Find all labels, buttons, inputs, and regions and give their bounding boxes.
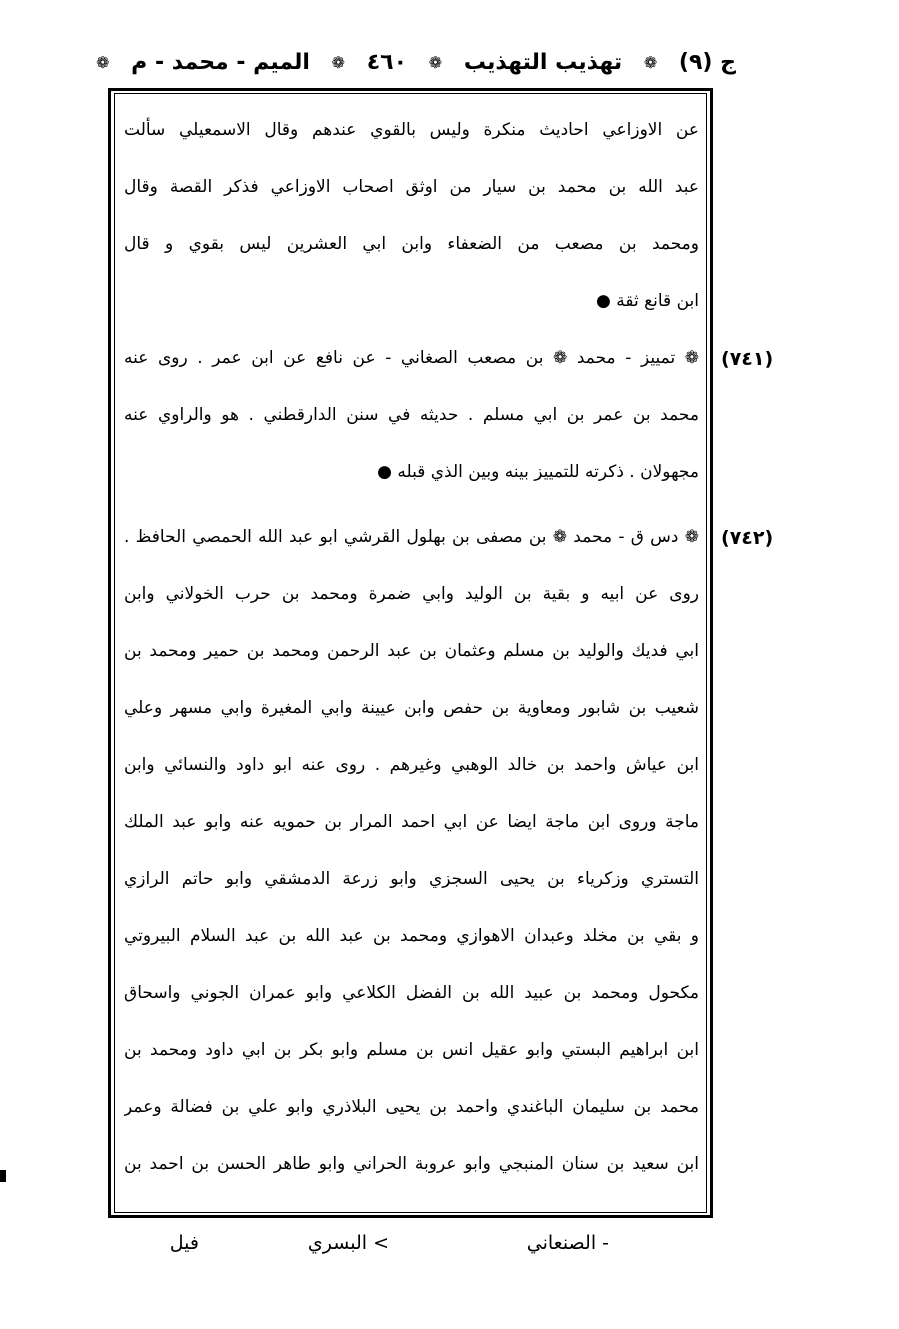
ornament-icon: ❁ [428, 52, 443, 72]
footnote: > البسري [307, 1232, 389, 1254]
volume-label: ج (٩) [678, 49, 736, 75]
text-line: ماجة وروى ابن ماجة ايضا عن ابي احمد المرار بن حمويه عنه وابو عبد الملك [124, 812, 699, 832]
ornament-icon: ❁ [643, 52, 658, 72]
text-line: عن الاوزاعي احاديث منكرة وليس بالقوي عندهم وقال الاسمعيلي سألت [124, 120, 699, 140]
ornament-icon: ❁ [331, 52, 346, 72]
entry-number: (٧٤١) [721, 348, 774, 370]
text-line: التستري وزكرياء بن يحيى السجزي وابو زرعة الدمشقي وابو حاتم الرازي [124, 869, 699, 889]
text-line: ❁ دس ق - محمد ❁ بن مصفى بن بهلول القرشي ابو عبد الله الحمصي الحافظ . [124, 527, 699, 547]
text-line: محمد بن عمر بن ابي مسلم . حديثه في سنن الدارقطني . هو والراوي عنه [124, 405, 699, 425]
page-header [96, 38, 736, 86]
page-number: ٤٦٠ [366, 49, 408, 75]
text-line: ومحمد بن مصعب من الضعفاء وابن ابي العشرين ليس بقوي و قال [124, 234, 699, 254]
text-line: ابن قانع ثقة ● [596, 291, 699, 311]
text-line: ابن عياش واحمد بن خالد الوهبي وغيرهم . روى عنه ابو داود والنسائي وابن [124, 755, 699, 775]
text-line: شعيب بن شابور ومعاوية بن حفص وابن عيينة وابي المغيرة وابي مسهر وعلي [124, 698, 699, 718]
book-title: تهذيب التهذيب [463, 49, 623, 75]
text-line: مكحول ومحمد بن عبيد الله بن الفضل الكلاعي وابو عمران الجوني واسحاق [124, 983, 699, 1003]
text-line: ابي فديك والوليد بن مسلم وعثمان بن عبد الرحمن ومحمد بن حمير ومحمد بن [124, 641, 699, 661]
scan-edge-mark [0, 1170, 6, 1182]
text-line: ابن سعيد بن سنان المنبجي وابو عروبة الحراني وابو طاهر الحسن بن احمد بن [124, 1154, 699, 1174]
text-line: روى عن ابيه و بقية بن الوليد وابي ضمرة ومحمد بن حرب الخولاني وابن [124, 584, 699, 604]
text-line: و بقي بن مخلد وعبدان الاهوازي ومحمد بن عبد الله بن عبد السلام البيروتي [124, 926, 699, 946]
text-line: محمد بن سليمان الباغندي واحمد بن يحيى البلاذري وابو علي بن فضالة وعمر [124, 1097, 699, 1117]
ornament-icon: ❁ [96, 52, 110, 72]
footnote: - الصنعاني [526, 1232, 609, 1254]
entry-number: (٧٤٢) [721, 527, 774, 549]
text-line: ابن ابراهيم البستي وابو عقيل انس بن مسلم وابو بكر بن ابي داود ومحمد بن [124, 1040, 699, 1060]
footnote: فيل [169, 1232, 199, 1254]
section-label: الميم - محمد - م [131, 49, 310, 75]
text-line: مجهولان . ذكرته للتمييز بينه وبين الذي قبله ● [377, 462, 699, 482]
text-line: ❁ تمييز - محمد ❁ بن مصعب الصغاني - عن نافع عن ابن عمر . روى عنه [124, 348, 699, 368]
text-line: عبد الله بن محمد بن سيار من اوثق اصحاب الاوزاعي فذكر القصة وقال [124, 177, 699, 197]
